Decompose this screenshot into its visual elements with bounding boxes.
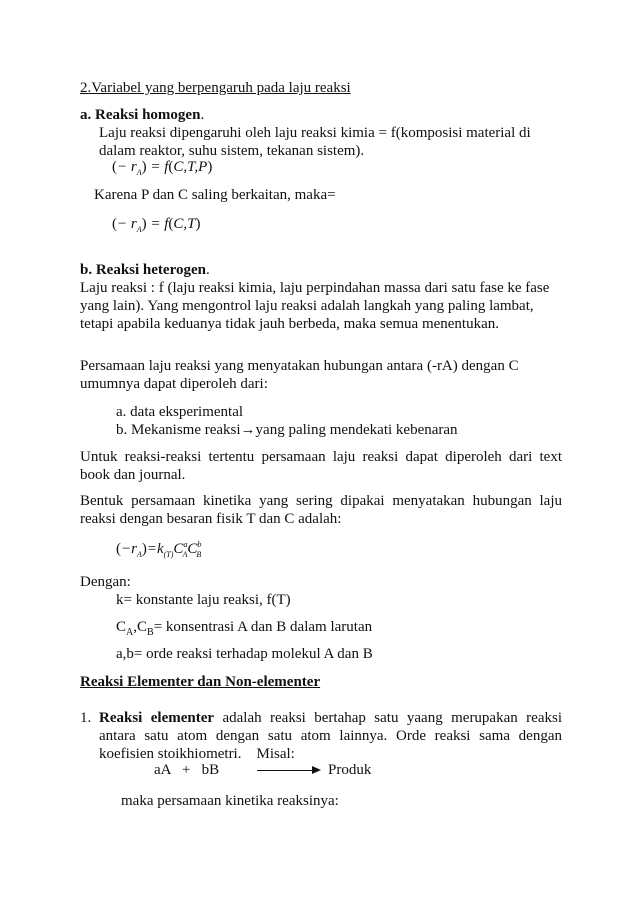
persamaan-item-a: a. data eksperimental [116,404,244,420]
reaction-arrow-head [312,766,321,774]
elementer-title: Reaksi Elementer dan Non-elementer [80,674,321,690]
c-mid: ,C [133,619,148,635]
bentuk-equation: $(-r_A)=k_{(T)}C^a_AC^b_B$ [116,540,202,559]
karena-line: Karena P dan C saling berkaitan, maka= [94,187,336,203]
c-rest: = konsentrasi A dan B dalam larutan [153,619,373,635]
elementer-line-1 [99,709,562,728]
heterogen-line-2: yang lain). Yang mengontrol laju reaksi adalah langkah yang paling lambat, [80,298,534,314]
elementer-line-2: antara satu atom dengan satu atom lainnya. Orde reaksi sama dengan [99,728,562,744]
homogen-equation-2: (− $r_A) = f(C,T)$ [112,216,201,234]
homogen-line-1: Laju reaksi dipengaruhi oleh laju reaksi kimia = f(komposisi material di [99,125,531,141]
dengan-c-line [116,618,372,642]
homogen-label: Reaksi homogen [95,107,201,123]
heterogen-line-3: tetapi apabila keduanya tidak jauh berbeda, maka semua menentukan. [80,316,499,332]
dengan-label: Dengan: [80,574,131,590]
reaction-arrow-line [257,770,313,771]
persamaan-line-1: Persamaan laju reaksi yang menyatakan hubungan antara (-rA) dengan C [80,358,519,374]
elementer-item-bold: Reaksi elementer [99,710,215,726]
untuk-line-2: book dan journal. [80,467,186,483]
homogen-label-suffix: . [200,107,205,123]
homogen-equation-1: (− $r_A) = f(C,T,P)$ [112,159,213,177]
heterogen-heading [80,261,210,280]
persamaan-line-2: umumnya dapat diperoleh dari: [80,376,268,392]
elementer-item-number: 1. [80,710,92,726]
bentuk-line-1: Bentuk persamaan kinetika yang sering dipakai menyatakan hubungan laju [80,493,562,509]
untuk-line-1: Untuk reaksi-reaksi tertentu persamaan laju reaksi dapat diperoleh dari text [80,449,562,465]
elementer-line-3: koefisien stoikhiometri. Misal: [99,746,295,762]
homogen-heading [80,106,204,125]
dengan-ab-line: a,b= orde reaksi terhadap molekul A dan B [116,646,373,662]
homogen-line-2: dalam reaktor, suhu sistem, tekanan sistem). [99,143,365,159]
bentuk-line-2: reaksi dengan besaran fisik T dan C adalah: [80,511,342,527]
c-subscript-b: B [147,627,154,638]
maka-line: maka persamaan kinetika reaksinya: [121,793,339,809]
heterogen-line-1: Laju reaksi : f (laju reaksi kimia, laju perpindahan massa dari satu fase ke fase [80,280,550,296]
c-letter-a: C [116,619,127,635]
reaction-right: Produk [328,762,372,778]
persamaan-item-b: b. Mekanisme reaksi→yang paling mendekati kebenaran [116,422,458,438]
dengan-k-line: k= konstante laju reaksi, f(T) [116,592,291,608]
section-title: 2.Variabel yang berpengaruh pada laju reaksi [80,80,351,96]
heterogen-label-suffix: . [205,262,210,278]
heterogen-label: b. Reaksi heterogen [80,262,206,278]
reaction-left: aA + bB [154,762,220,778]
homogen-prefix: a. [80,107,95,123]
c-subscript-a: A [126,627,134,638]
elementer-line-1-rest: adalah reaksi bertahap satu yaang merupakan reaksi [214,710,562,726]
